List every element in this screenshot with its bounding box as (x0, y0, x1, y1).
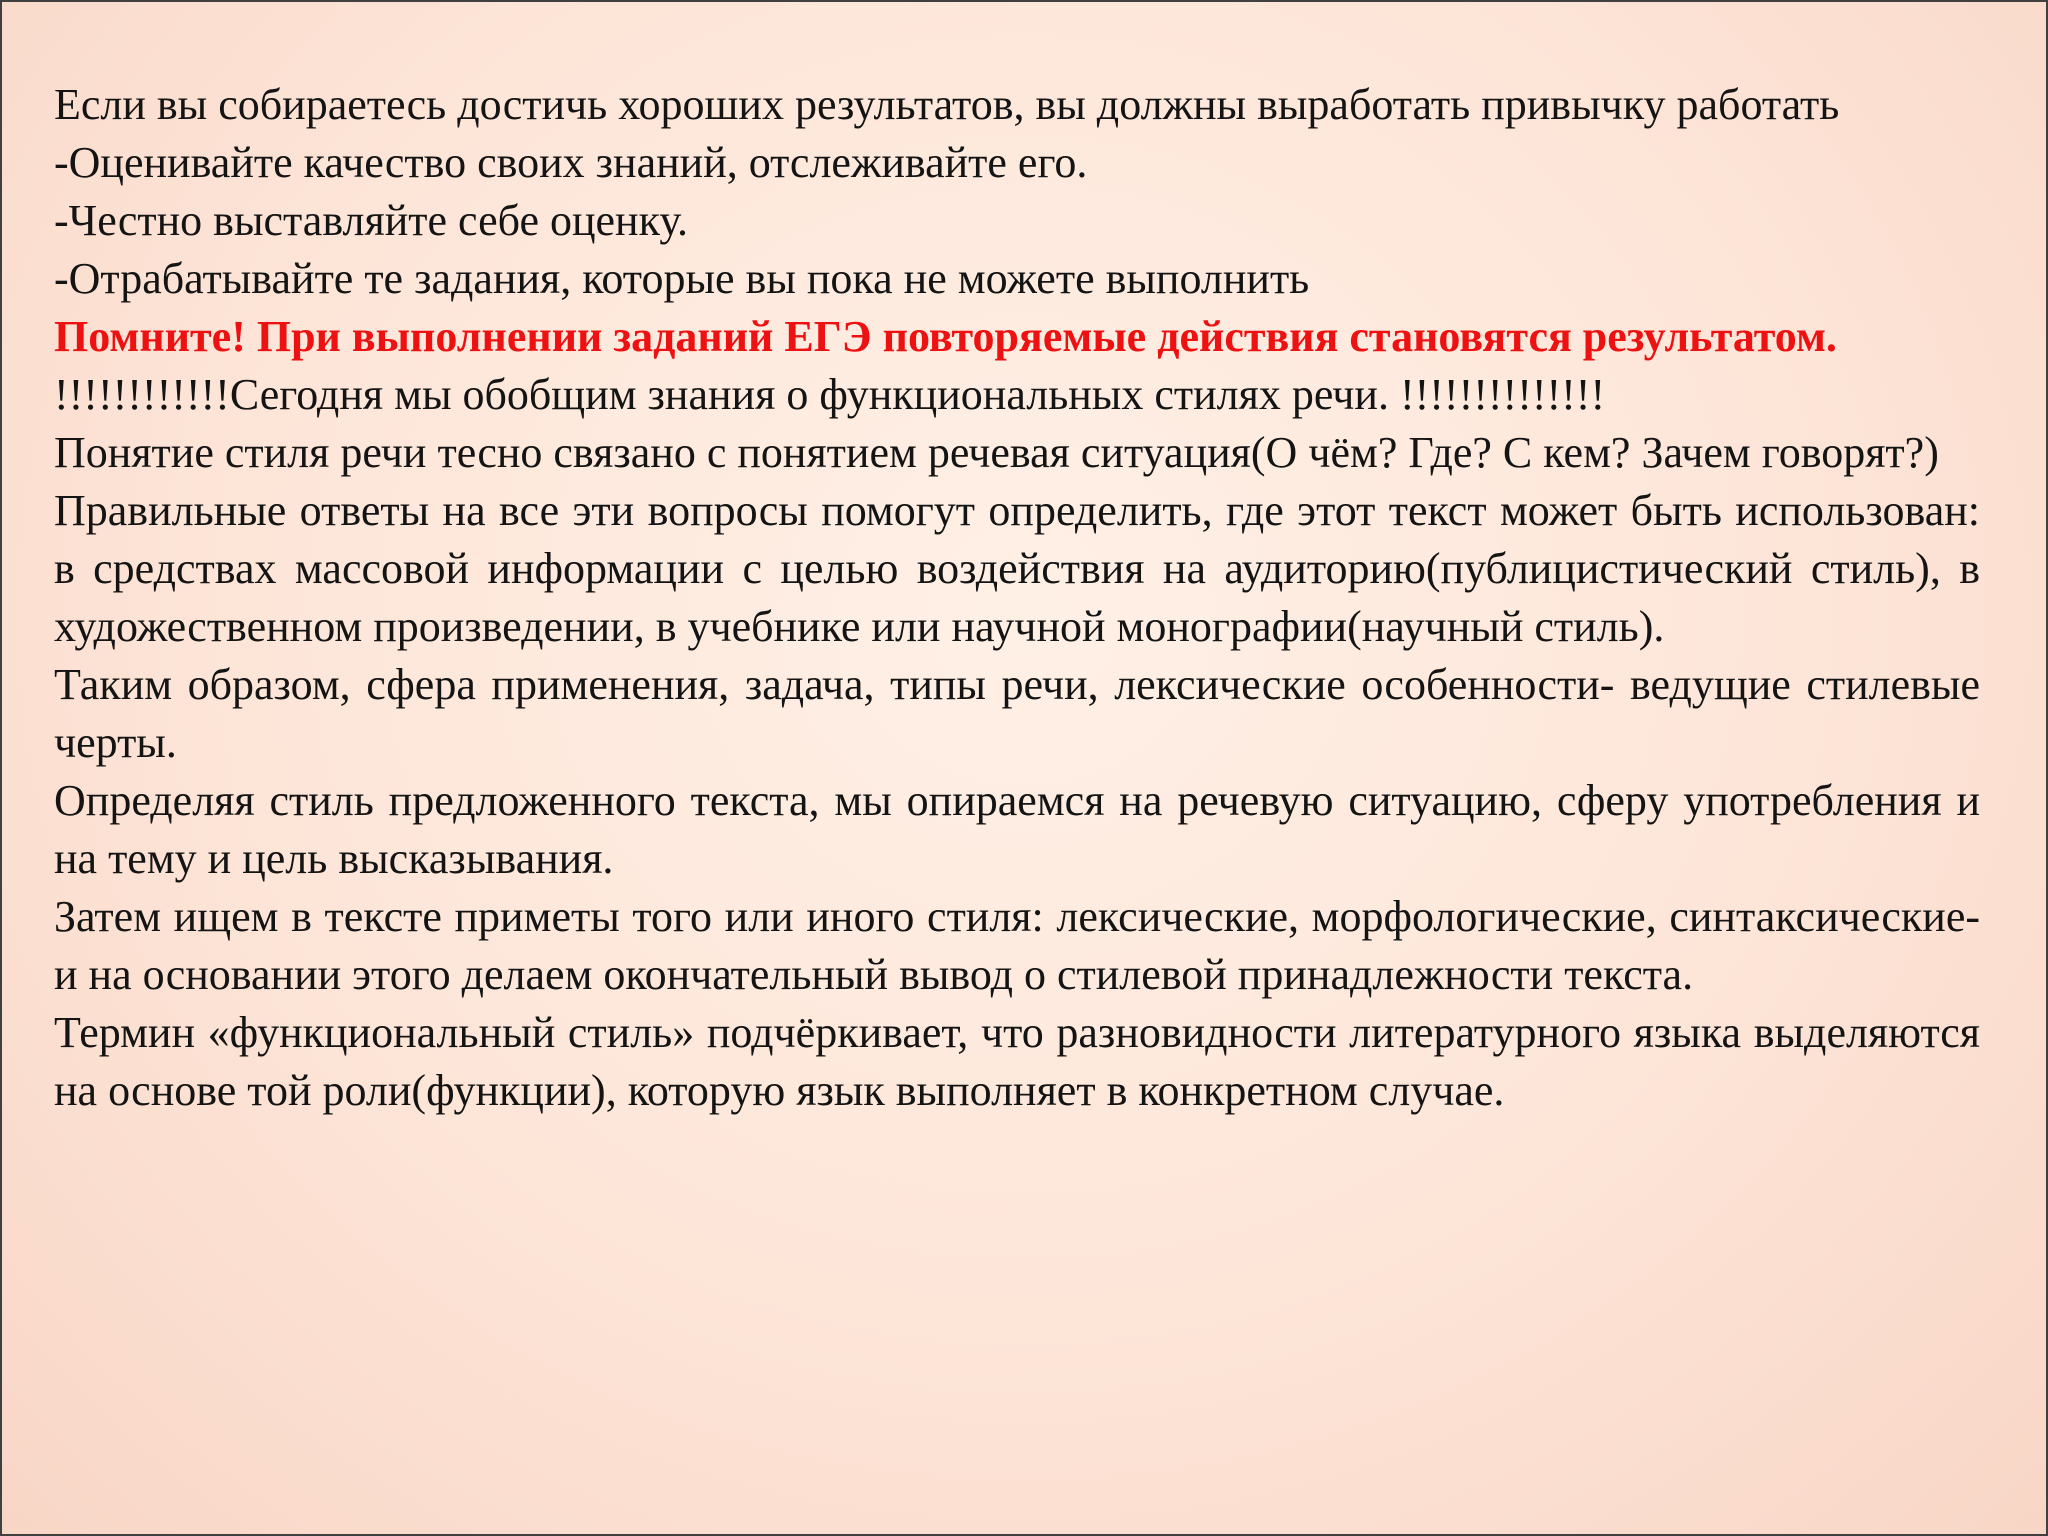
paragraph-style-signs: Затем ищем в тексте приметы того или иного стиля: лексические, морфологические, синтаксические- и на основании этого делаем окончательный вывод о стилевой принадлежности текста. (54, 892, 1980, 999)
paragraph-speech-situation: Понятие стиля речи тесно связано с понятием речевая ситуация(О чём? Где? С кем? Зачем говорят?) (54, 428, 1939, 477)
paragraph-determining-style: Определяя стиль предложенного текста, мы опираемся на речевую ситуацию, сферу употребления и на тему и цель высказывания. (54, 776, 1980, 883)
paragraph-habit-intro: Если вы собираетесь достичь хороших результатов, вы должны выработать привычку работать (54, 80, 1840, 129)
paragraph-correct-answers: Правильные ответы на все эти вопросы помогут определить, где этот текст может быть использован: в средствах массовой информации с целью воздействия на аудиторию(публицистический стиль), в художественном произведении, в учебнике или научной монографии(научный стиль). (54, 486, 1980, 651)
paragraph-honest-grade: -Честно выставляйте себе оценку. (54, 196, 688, 245)
slide-text-body (54, 76, 1980, 1120)
paragraph-evaluate-knowledge: -Оценивайте качество своих знаний, отслеживайте его. (54, 138, 1088, 187)
paragraph-functional-style-term: Термин «функциональный стиль» подчёркивает, что разновидности литературного языка выделяются на основе той роли(функции), которую язык выполняет в конкретном случае. (54, 1008, 1980, 1115)
paragraph-practice-tasks: -Отрабатывайте те задания, которые вы пока не можете выполнить (54, 254, 1310, 303)
paragraph-today-topic: !!!!!!!!!!!!Сегодня мы обобщим знания о функциональных стилях речи. !!!!!!!!!!!!!! (54, 370, 1606, 419)
paragraph-style-features: Таким образом, сфера применения, задача, типы речи, лексические особенности- ведущие стилевые черты. (54, 660, 1980, 767)
paragraph-reminder-highlight: Помните! При выполнении заданий ЕГЭ повторяемые действия становятся результатом. (54, 312, 1837, 361)
